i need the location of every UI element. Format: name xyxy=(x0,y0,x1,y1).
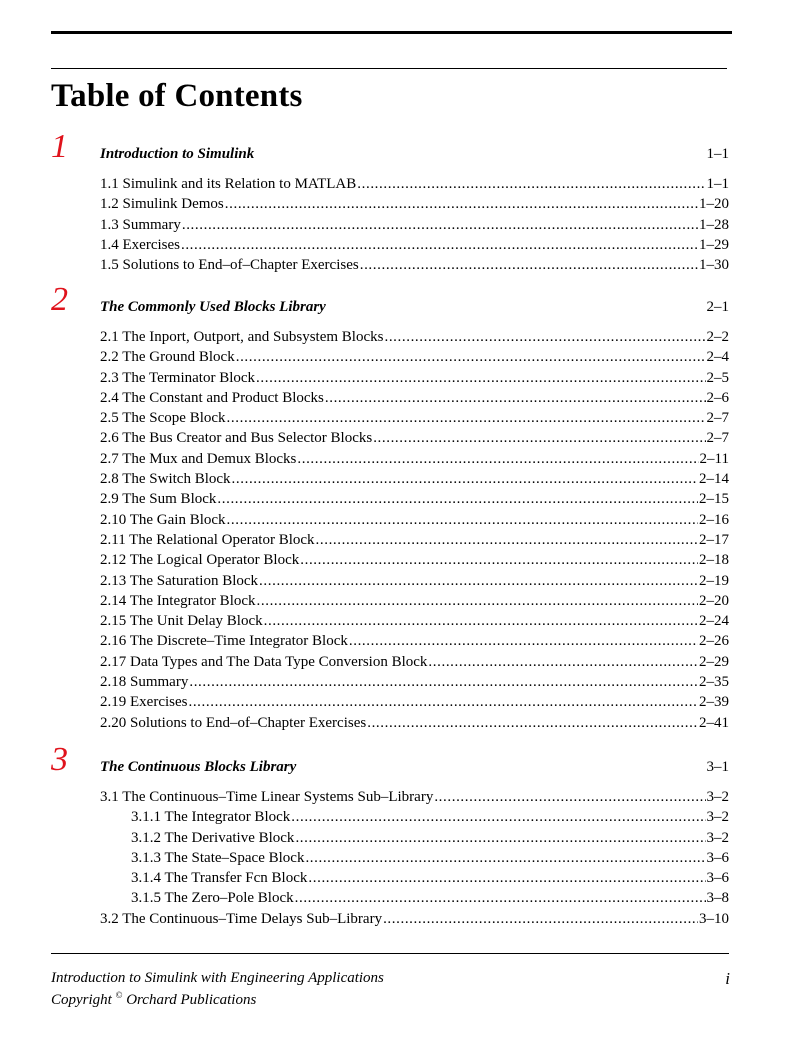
chapter-page: 2–1 xyxy=(706,299,729,315)
top-thick-rule xyxy=(51,31,732,34)
toc-entry[interactable]: 2.1 The Inport, Outport, and Subsystem Blocks ..... 2–2 xyxy=(100,329,729,349)
toc-subentry[interactable]: 3.1.2 The Derivative Block ..... 3–2 xyxy=(100,830,729,850)
chapter-heading-3[interactable] xyxy=(51,741,729,789)
chapter-heading-2[interactable] xyxy=(51,281,729,329)
footer-book-title: Introduction to Simulink with Engineering Applications xyxy=(51,970,384,986)
toc-entry[interactable]: 2.4 The Constant and Product Blocks ..... 2–6 xyxy=(100,390,729,410)
toc-entry[interactable]: 1.5 Solutions to End–of–Chapter Exercises ..... 1–30 xyxy=(100,257,729,277)
page-title: Table of Contents xyxy=(51,78,303,114)
toc-entry[interactable]: 2.18 Summary ..... 2–35 xyxy=(100,674,729,694)
toc-entry[interactable]: 1.1 Simulink and its Relation to MATLAB ..... 1–1 xyxy=(100,176,729,196)
toc-entry[interactable]: 1.4 Exercises ..... 1–29 xyxy=(100,237,729,257)
footer-rule xyxy=(51,953,729,954)
toc-entry[interactable]: 2.13 The Saturation Block ..... 2–19 xyxy=(100,573,729,593)
chapter-title: Introduction to Simulink xyxy=(100,146,255,162)
chapter-title: The Commonly Used Blocks Library xyxy=(100,299,326,315)
chapter-1-entries xyxy=(100,176,729,277)
toc-entry[interactable]: 2.19 Exercises ..... 2–39 xyxy=(100,694,729,714)
toc-subentry[interactable]: 3.1.3 The State–Space Block ..... 3–6 xyxy=(100,850,729,870)
chapter-number: 2 xyxy=(51,281,68,318)
chapter-3-entries xyxy=(100,789,729,931)
toc-subentry[interactable]: 3.1.1 The Integrator Block ..... 3–2 xyxy=(100,809,729,829)
publisher: Orchard Publications xyxy=(126,992,257,1008)
toc-entry[interactable]: 2.3 The Terminator Block ..... 2–5 xyxy=(100,370,729,390)
toc-entry[interactable]: 2.9 The Sum Block ..... 2–15 xyxy=(100,491,729,511)
chapter-page: 1–1 xyxy=(706,146,729,162)
footer-copyright xyxy=(51,990,256,1009)
toc-entry[interactable]: 2.16 The Discrete–Time Integrator Block ..... 2–26 xyxy=(100,633,729,653)
toc-entry[interactable]: 2.8 The Switch Block ..... 2–14 xyxy=(100,471,729,491)
toc-entry[interactable]: 1.3 Summary ..... 1–28 xyxy=(100,217,729,237)
toc-subentry[interactable]: 3.1.4 The Transfer Fcn Block ..... 3–6 xyxy=(100,870,729,890)
top-thin-rule xyxy=(51,68,727,69)
toc-entry[interactable]: 2.6 The Bus Creator and Bus Selector Blocks ..... 2–7 xyxy=(100,430,729,450)
chapter-title: The Continuous Blocks Library xyxy=(100,759,297,775)
toc-entry[interactable]: 1.2 Simulink Demos ..... 1–20 xyxy=(100,196,729,216)
copyright-label: Copyright xyxy=(51,992,112,1008)
toc-entry[interactable]: 2.2 The Ground Block ..... 2–4 xyxy=(100,349,729,369)
toc-entry[interactable]: 2.10 The Gain Block ..... 2–16 xyxy=(100,512,729,532)
copyright-symbol: © xyxy=(115,990,123,1000)
chapter-page: 3–1 xyxy=(706,759,729,775)
chapter-heading-1[interactable] xyxy=(51,128,729,176)
toc-entry[interactable]: 2.14 The Integrator Block ..... 2–20 xyxy=(100,593,729,613)
page-number: i xyxy=(725,969,730,988)
chapter-number: 1 xyxy=(51,128,68,165)
toc-entry[interactable]: 3.2 The Continuous–Time Delays Sub–Library ..... 3–10 xyxy=(100,911,729,931)
chapter-2-entries xyxy=(100,329,729,735)
toc-entry[interactable]: 2.11 The Relational Operator Block ..... 2–17 xyxy=(100,532,729,552)
toc-subentry[interactable]: 3.1.5 The Zero–Pole Block ..... 3–8 xyxy=(100,890,729,910)
chapter-number: 3 xyxy=(51,741,68,778)
toc-entry[interactable]: 3.1 The Continuous–Time Linear Systems Sub–Library ..... 3–2 xyxy=(100,789,729,809)
toc-entry[interactable]: 2.20 Solutions to End–of–Chapter Exercises ..... 2–41 xyxy=(100,715,729,735)
toc-entry[interactable]: 2.15 The Unit Delay Block ..... 2–24 xyxy=(100,613,729,633)
toc-entry[interactable]: 2.5 The Scope Block ..... 2–7 xyxy=(100,410,729,430)
toc-entry[interactable]: 2.7 The Mux and Demux Blocks ..... 2–11 xyxy=(100,451,729,471)
toc-entry[interactable]: 2.12 The Logical Operator Block ..... 2–18 xyxy=(100,552,729,572)
toc-entry[interactable]: 2.17 Data Types and The Data Type Conversion Block ..... 2–29 xyxy=(100,654,729,674)
